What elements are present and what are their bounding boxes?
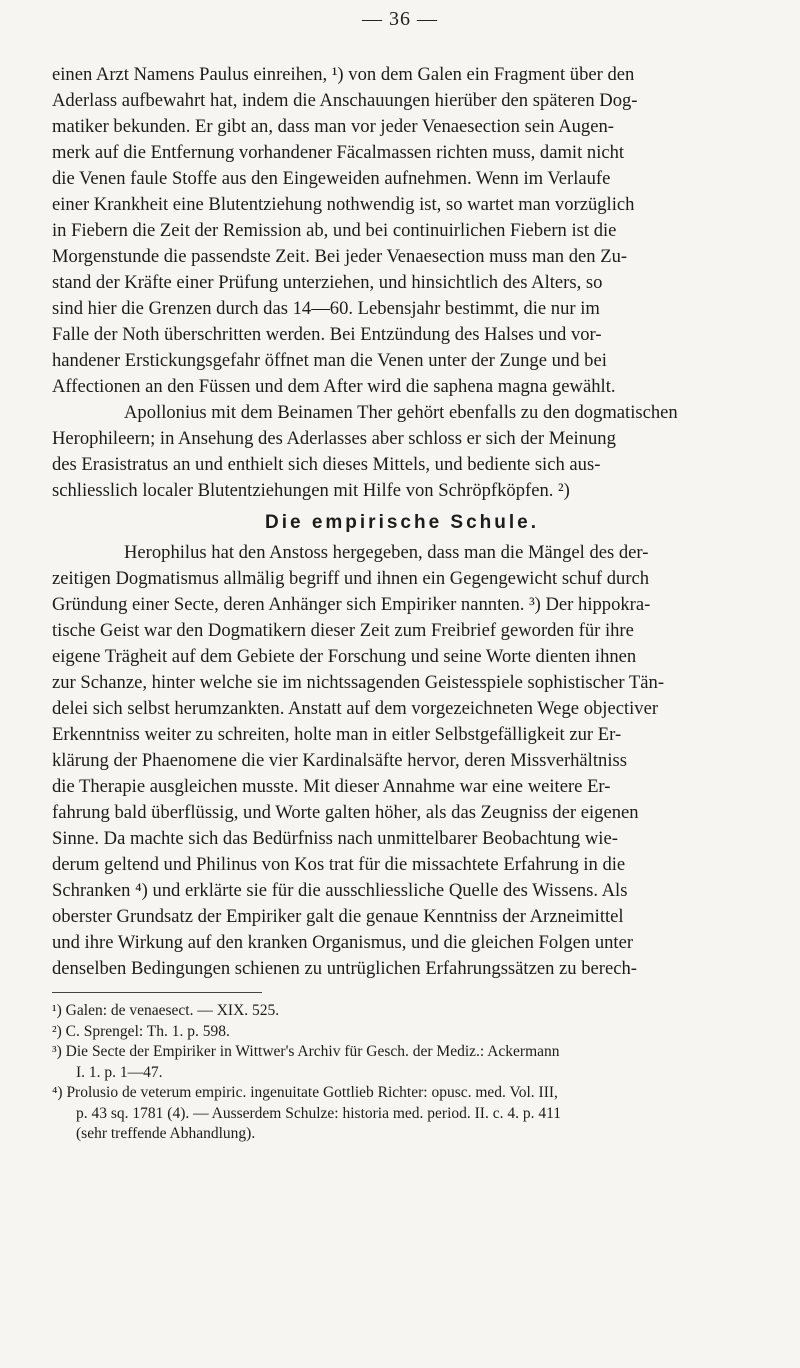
text-line: zur Schanze, hinter welche sie im nichtssagenden Geistesspiele sophistischer Tän- — [52, 672, 665, 693]
footnote-rule — [52, 992, 262, 993]
text-line: Erkenntniss weiter zu schreiten, holte man in eitler Selbstgefälligkeit zur Er- — [52, 724, 622, 745]
section-heading: Die empirische Schule. — [264, 512, 540, 533]
page-number: — 36 — — [362, 8, 438, 30]
text-line: schliesslich localer Blutentziehungen mit Hilfe von Schröpfköpfen. ²) — [52, 480, 570, 501]
text-line: des Erasistratus an und enthielt sich dieses Mittels, und bediente sich aus- — [52, 454, 601, 475]
footnote-continuation: p. 43 sq. 1781 (4). — Ausserdem Schulze: historia med. period. II. c. 4. p. 411 — [76, 1104, 562, 1122]
footnote-continuation: I. 1. p. 1—47. — [76, 1063, 163, 1081]
text-line: einer Krankheit eine Blutentziehung nothwendig ist, so wartet man vorzüglich — [52, 194, 635, 215]
text-line: stand der Kräfte einer Prüfung unterziehen, und hinsichtlich des Alters, so — [52, 272, 603, 293]
text-line: Herophileern; in Ansehung des Aderlasses aber schloss er sich der Meinung — [52, 428, 616, 449]
footnote: ²) C. Sprengel: Th. 1. p. 598. — [52, 1022, 230, 1040]
text-line: Gründung einer Secte, deren Anhänger sich Empiriker nannten. ³) Der hippokra- — [52, 594, 651, 615]
text-line: Sinne. Da machte sich das Bedürfniss nach unmittelbarer Beobachtung wie- — [52, 828, 618, 849]
text-line: tische Geist war den Dogmatikern dieser Zeit zum Freibrief geworden für ihre — [52, 620, 634, 641]
text-line: die Venen faule Stoffe aus den Eingeweiden aufnehmen. Wenn im Verlaufe — [52, 168, 611, 189]
footnote: ³) Die Secte der Empiriker in Wittwer's Archiv für Gesch. der Mediz.: Ackermann — [52, 1043, 560, 1060]
text-line: handener Erstickungsgefahr öffnet man die Venen unter der Zunge und bei — [52, 350, 607, 371]
text-line: einen Arzt Namens Paulus einreihen, ¹) von dem Galen ein Fragment über den — [52, 64, 635, 85]
text-line: Affectionen an den Füssen und dem After wird die saphena magna gewählt. — [52, 376, 616, 397]
text-line: oberster Grundsatz der Empiriker galt die genaue Kenntniss der Arzneimittel — [52, 906, 624, 927]
text-line: Apollonius mit dem Beinamen Ther gehört ebenfalls zu den dogmatischen — [124, 402, 678, 423]
footnote: ⁴) Prolusio de veterum empiric. ingenuitate Gottlieb Richter: opusc. med. Vol. III, — [52, 1084, 558, 1101]
page-body — [52, 62, 752, 1145]
text-line: und ihre Wirkung auf den kranken Organismus, und die gleichen Folgen unter — [52, 932, 634, 953]
text-line: Aderlass aufbewahrt hat, indem die Anschauungen hierüber den späteren Dog- — [52, 90, 638, 111]
footnotes — [52, 1001, 752, 1145]
text-line: die Therapie ausgleichen musste. Mit dieser Annahme war eine weitere Er- — [52, 776, 611, 797]
footnote: ¹) Galen: de venaesect. — XIX. 525. — [52, 1002, 280, 1019]
text-line: merk auf die Entfernung vorhandener Fäcalmassen richten muss, damit nicht — [52, 142, 625, 163]
paragraph-3 — [52, 540, 752, 982]
text-line: sind hier die Grenzen durch das 14—60. Lebensjahr bestimmt, die nur im — [52, 298, 600, 319]
text-line: Morgenstunde die passendste Zeit. Bei jeder Venaesection muss man den Zu- — [52, 246, 628, 267]
footnote-continuation: (sehr treffende Abhandlung). — [76, 1125, 256, 1142]
text-line: zeitigen Dogmatismus allmälig begriff und ihnen ein Gegengewicht schuf durch — [52, 568, 650, 589]
text-line: eigene Trägheit auf dem Gebiete der Forschung und seine Worte dienten ihnen — [52, 646, 637, 667]
paragraph-1 — [52, 62, 752, 400]
paragraph-2 — [52, 400, 752, 504]
text-line: in Fiebern die Zeit der Remission ab, und bei continuirlichen Fiebern ist die — [52, 220, 617, 241]
text-line: fahrung bald überflüssig, und Worte galten höher, als das Zeugniss der eigenen — [52, 802, 639, 823]
text-line: derum geltend und Philinus von Kos trat für die missachtete Erfahrung in die — [52, 854, 626, 875]
text-line: matiker bekunden. Er gibt an, dass man vor jeder Venaesection sein Augen- — [52, 116, 614, 137]
text-line: delei sich selbst herumzankten. Anstatt auf dem vorgezeichneten Wege objectiver — [52, 698, 659, 719]
text-line: Schranken ⁴) und erklärte sie für die ausschliessliche Quelle des Wissens. Als — [52, 880, 628, 901]
text-line: Herophilus hat den Anstoss hergegeben, dass man die Mängel des der- — [124, 542, 649, 563]
text-line: denselben Bedingungen schienen zu untrüglichen Erfahrungssätzen zu berech- — [52, 958, 637, 979]
text-line: klärung der Phaenomene die vier Kardinalsäfte hervor, deren Missverhältniss — [52, 750, 627, 771]
text-line: Falle der Noth überschritten werden. Bei Entzündung des Halses und vor- — [52, 324, 602, 345]
